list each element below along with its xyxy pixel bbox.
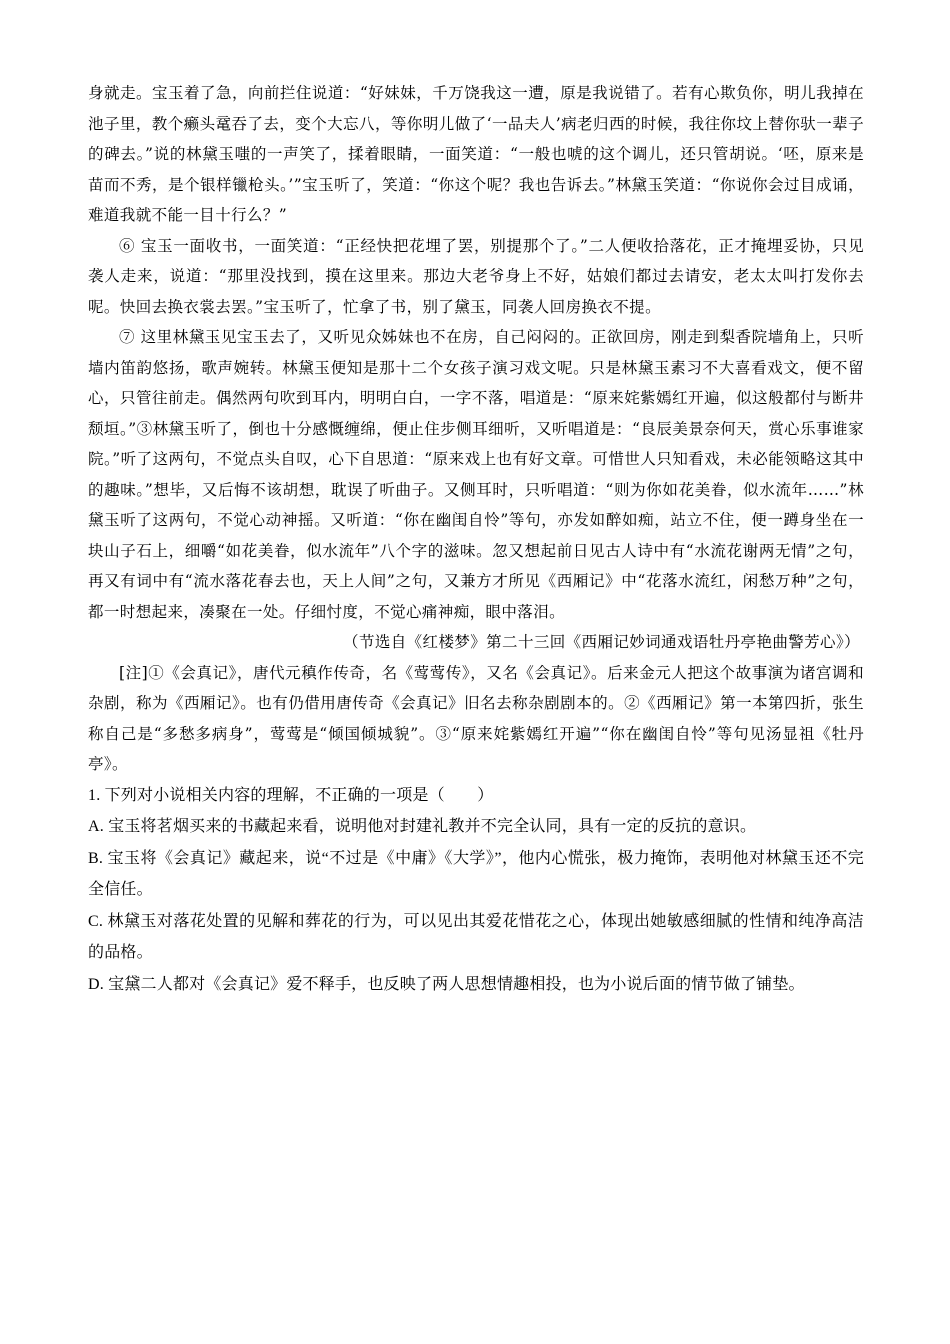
passage-source: （节选自《红楼梦》第二十三回《西厢记妙词通戏语牡丹亭艳曲警芳心》） [343, 633, 860, 651]
option-a: A. 宝玉将茗烟买来的书藏起来看，说明他对封建礼教并不完全认同，具有一定的反抗的意识。 [88, 818, 757, 835]
passage-note: [注]①《会真记》，唐代元稹作传奇，名《莺莺传》，又名《会真记》。后来金元人把这个故事演为诸宫调和杂剧，称为《西厢记》。也有仍借用唐传奇《会真记》旧名去称杂剧剧本的。②《西厢记》第一本第四折，张生称自己是“多愁多病身”，莺莺是“倾国倾城貌”。③“原来姹紫嫣红开遍”“你在幽闺自怜”等句见汤显祖《牡丹亭》。 [88, 663, 864, 773]
option-c: C. 林黛玉对落花处置的见解和葬花的行为，可以见出其爱花惜花之心，体现出她敏感细腻的性情和纯净高洁的品格。 [88, 912, 864, 961]
question-stem: 1. 下列对小说相关内容的理解，不正确的一项是（ ） [88, 786, 494, 804]
option-b: B. 宝玉将《会真记》藏起来，说“不过是《中庸》《大学》”，他内心慌张，极力掩饰，表明他对林黛玉还不完全信任。 [88, 849, 864, 898]
passage-paragraph-6: ⑥ 宝玉一面收书，一面笑道：“正经快把花埋了罢，别提那个了。”二人便收拾落花，正才掩埋妥协，只见袭人走来，说道：“那里没找到，摸在这里来。那边大老爷身上不好，姑娘们都过去请安，老太太叫打发你去呢。快回去换衣裳去罢。”宝玉听了，忙拿了书，别了黛玉，同袭人回房换衣不提。 [88, 236, 864, 316]
passage-paragraph-continued: 身就走。宝玉着了急，向前拦住说道：“好妹妹，千万饶我这一遭，原是我说错了。若有心欺负你，明儿我掉在池子里，教个癞头鼋吞了去，变个大忘八，等你明儿做了‘一品夫人’病老归西的时候，我往你坟上替你驮一辈子的碑去。”说的林黛玉嗤的一声笑了，揉着眼睛，一面笑道：“一般也唬的这个调儿，还只管胡说。‘呸，原来是苗而不秀，是个银样镴枪头。’”宝玉听了，笑道：“你这个呢？我也告诉去。”林黛玉笑道：“你说你会过目成诵，难道我就不能一目十行么？” [88, 84, 864, 224]
option-d: D. 宝黛二人都对《会真记》爱不释手，也反映了两人思想情趣相投，也为小说后面的情节做了铺垫。 [88, 975, 805, 993]
document-content [88, 78, 864, 1000]
passage-paragraph-7: ⑦ 这里林黛玉见宝玉去了，又听见众姊妹也不在房，自己闷闷的。正欲回房，刚走到梨香院墙角上，只听墙内笛韵悠扬，歌声婉转。林黛玉便知是那十二个女孩子演习戏文呢。只是林黛玉素习不大喜看戏文，便不留心，只管往前走。偶然两句吹到耳内，明明白白，一字不落，唱道是：“原来姹紫嫣红开遍，似这般都付与断井颓垣。”③林黛玉听了，倒也十分感慨缠绵，便止住步侧耳细听，又听唱道是：“良辰美景奈何天，赏心乐事谁家院。”听了这两句，不觉点头自叹，心下自思道：“原来戏上也有好文章。可惜世人只知看戏，未必能领略这其中的趣味。”想毕，又后悔不该胡想，耽误了听曲子。又侧耳时，只听唱道：“则为你如花美眷，似水流年……”林黛玉听了这两句，不觉心动神摇。又听道：“你在幽闺自怜”等句，亦发如醉如痴，站立不住，便一蹲身坐在一块山子石上，细嚼“如花美眷，似水流年”八个字的滋味。忽又想起前日见古人诗中有“水流花谢两无情”之句，再又有词中有“流水落花春去也，天上人间”之句，又兼方才所见《西厢记》中“花落水流红，闲愁万种”之句，都一时想起来，凑聚在一处。仔细忖度，不觉心痛神痴，眼中落泪。 [88, 328, 864, 621]
